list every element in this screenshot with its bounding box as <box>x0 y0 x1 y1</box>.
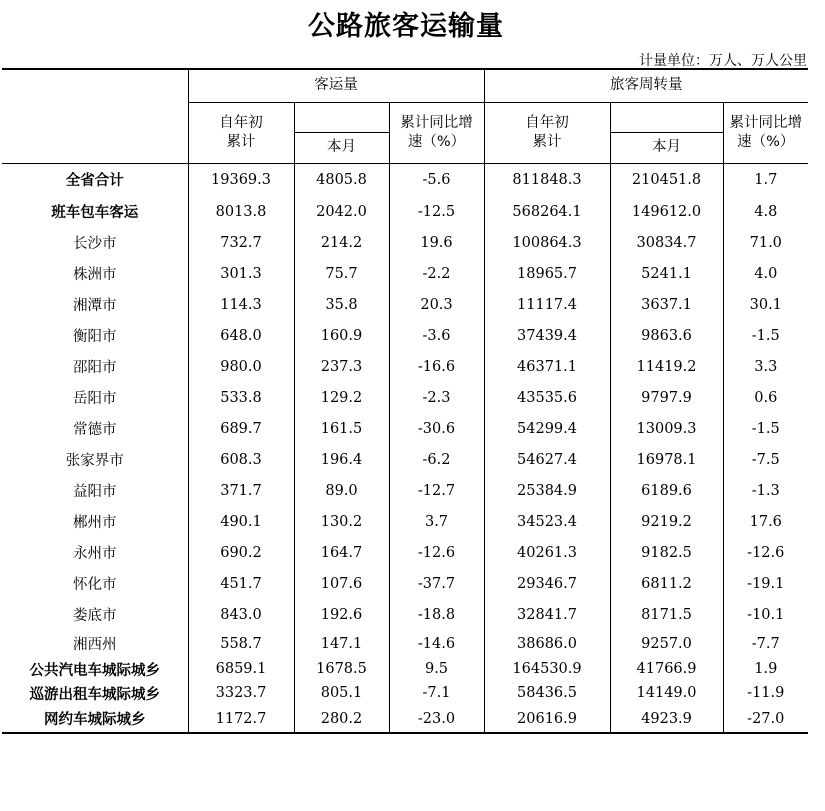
cell-yoy-turnover: 17.6 <box>723 506 808 537</box>
cell-month-volume: 107.6 <box>294 568 389 599</box>
header-month-turnover: 本月 <box>610 132 723 163</box>
cell-month-volume: 4805.8 <box>294 163 389 196</box>
row-label: 常德市 <box>73 422 117 438</box>
cell-ytd-turnover: 100864.3 <box>484 227 610 258</box>
cell-yoy-turnover: -11.9 <box>723 681 808 705</box>
table-body <box>2 163 808 733</box>
row-label: 张家界市 <box>65 453 124 469</box>
table-row <box>2 320 808 351</box>
cell-month-turnover: 8171.5 <box>610 599 723 630</box>
header-yoy-turnover: 累计同比增速（%） <box>723 102 808 163</box>
cell-month-turnover: 6189.6 <box>610 475 723 506</box>
table-row <box>2 163 808 196</box>
cell-month-turnover: 30834.7 <box>610 227 723 258</box>
table-row <box>2 506 808 537</box>
cell-month-volume: 280.2 <box>294 705 389 733</box>
cell-ytd-turnover: 34523.4 <box>484 506 610 537</box>
cell-month-volume: 160.9 <box>294 320 389 351</box>
cell-ytd-turnover: 54299.4 <box>484 413 610 444</box>
table-row <box>2 444 808 475</box>
cell-month-turnover: 9257.0 <box>610 630 723 657</box>
data-table <box>2 68 808 734</box>
header-ytd-turnover: 自年初累计 <box>484 102 610 163</box>
cell-yoy-turnover: 1.9 <box>723 657 808 681</box>
cell-yoy-volume: -23.0 <box>389 705 484 733</box>
header-blank-volume <box>294 102 389 132</box>
cell-month-volume: 214.2 <box>294 227 389 258</box>
cell-ytd-turnover: 18965.7 <box>484 258 610 289</box>
row-label: 巡游出租车城际城乡 <box>29 686 160 703</box>
cell-yoy-turnover: 0.6 <box>723 382 808 413</box>
cell-month-turnover: 41766.9 <box>610 657 723 681</box>
cell-month-volume: 164.7 <box>294 537 389 568</box>
row-label: 湘潭市 <box>73 298 117 314</box>
cell-month-volume: 196.4 <box>294 444 389 475</box>
cell-ytd-volume: 690.2 <box>188 537 294 568</box>
cell-yoy-volume: -6.2 <box>389 444 484 475</box>
cell-yoy-volume: 20.3 <box>389 289 484 320</box>
cell-month-volume: 75.7 <box>294 258 389 289</box>
cell-yoy-volume: -5.6 <box>389 163 484 196</box>
cell-ytd-volume: 558.7 <box>188 630 294 657</box>
row-label: 怀化市 <box>73 577 117 593</box>
cell-yoy-volume: -18.8 <box>389 599 484 630</box>
cell-ytd-turnover: 40261.3 <box>484 537 610 568</box>
cell-yoy-turnover: -10.1 <box>723 599 808 630</box>
cell-month-turnover: 210451.8 <box>610 163 723 196</box>
cell-month-turnover: 9797.9 <box>610 382 723 413</box>
cell-month-volume: 89.0 <box>294 475 389 506</box>
row-label: 郴州市 <box>73 515 117 531</box>
cell-month-turnover: 5241.1 <box>610 258 723 289</box>
cell-yoy-volume: -12.7 <box>389 475 484 506</box>
cell-ytd-turnover: 568264.1 <box>484 196 610 227</box>
cell-ytd-volume: 451.7 <box>188 568 294 599</box>
table-row <box>2 705 808 733</box>
table-row <box>2 657 808 681</box>
cell-yoy-volume: -30.6 <box>389 413 484 444</box>
cell-month-volume: 1678.5 <box>294 657 389 681</box>
cell-ytd-turnover: 20616.9 <box>484 705 610 733</box>
cell-ytd-turnover: 164530.9 <box>484 657 610 681</box>
header-blank-turnover <box>610 102 723 132</box>
cell-month-turnover: 11419.2 <box>610 351 723 382</box>
cell-month-turnover: 9182.5 <box>610 537 723 568</box>
cell-ytd-volume: 732.7 <box>188 227 294 258</box>
table-row <box>2 289 808 320</box>
cell-month-turnover: 6811.2 <box>610 568 723 599</box>
cell-yoy-volume: 9.5 <box>389 657 484 681</box>
table-row <box>2 382 808 413</box>
cell-ytd-volume: 533.8 <box>188 382 294 413</box>
cell-ytd-turnover: 29346.7 <box>484 568 610 599</box>
cell-ytd-volume: 843.0 <box>188 599 294 630</box>
table-row <box>2 630 808 657</box>
cell-month-turnover: 4923.9 <box>610 705 723 733</box>
cell-ytd-turnover: 46371.1 <box>484 351 610 382</box>
cell-ytd-volume: 980.0 <box>188 351 294 382</box>
header-ytd-volume: 自年初累计 <box>188 102 294 163</box>
page-title: 公路旅客运输量 <box>308 11 504 42</box>
row-label: 永州市 <box>73 546 117 562</box>
cell-ytd-volume: 490.1 <box>188 506 294 537</box>
cell-yoy-turnover: -7.5 <box>723 444 808 475</box>
cell-month-volume: 130.2 <box>294 506 389 537</box>
cell-ytd-volume: 301.3 <box>188 258 294 289</box>
cell-yoy-volume: -2.2 <box>389 258 484 289</box>
cell-month-turnover: 149612.0 <box>610 196 723 227</box>
cell-yoy-volume: -12.5 <box>389 196 484 227</box>
table-row <box>2 475 808 506</box>
cell-yoy-turnover: -1.5 <box>723 413 808 444</box>
unit-note: 计量单位：万人、万人公里 <box>639 53 807 69</box>
table-row <box>2 227 808 258</box>
cell-yoy-turnover: -1.3 <box>723 475 808 506</box>
header-yoy-volume: 累计同比增速（%） <box>389 102 484 163</box>
row-label: 班车包车客运 <box>51 205 139 221</box>
table-row <box>2 351 808 382</box>
row-label: 娄底市 <box>73 608 117 624</box>
table-row <box>2 537 808 568</box>
row-label: 湘西州 <box>73 637 117 653</box>
cell-ytd-turnover: 58436.5 <box>484 681 610 705</box>
cell-ytd-volume: 648.0 <box>188 320 294 351</box>
cell-yoy-turnover: 4.0 <box>723 258 808 289</box>
cell-ytd-volume: 608.3 <box>188 444 294 475</box>
table-row <box>2 413 808 444</box>
cell-ytd-volume: 371.7 <box>188 475 294 506</box>
table-row <box>2 258 808 289</box>
cell-ytd-turnover: 38686.0 <box>484 630 610 657</box>
cell-month-turnover: 3637.1 <box>610 289 723 320</box>
cell-ytd-volume: 8013.8 <box>188 196 294 227</box>
row-label: 益阳市 <box>73 484 117 500</box>
cell-month-turnover: 16978.1 <box>610 444 723 475</box>
cell-yoy-turnover: 3.3 <box>723 351 808 382</box>
cell-ytd-turnover: 25384.9 <box>484 475 610 506</box>
cell-month-volume: 147.1 <box>294 630 389 657</box>
header-corner <box>2 69 188 163</box>
cell-yoy-turnover: 4.8 <box>723 196 808 227</box>
header-passenger-turnover: 旅客周转量 <box>484 69 808 102</box>
cell-month-volume: 2042.0 <box>294 196 389 227</box>
cell-ytd-turnover: 43535.6 <box>484 382 610 413</box>
cell-yoy-volume: 19.6 <box>389 227 484 258</box>
table-row <box>2 196 808 227</box>
cell-yoy-volume: -7.1 <box>389 681 484 705</box>
cell-yoy-volume: -14.6 <box>389 630 484 657</box>
cell-yoy-turnover: -7.7 <box>723 630 808 657</box>
cell-yoy-volume: -12.6 <box>389 537 484 568</box>
cell-ytd-turnover: 37439.4 <box>484 320 610 351</box>
cell-yoy-volume: -16.6 <box>389 351 484 382</box>
cell-ytd-volume: 3323.7 <box>188 681 294 705</box>
cell-yoy-volume: -2.3 <box>389 382 484 413</box>
table-row <box>2 568 808 599</box>
cell-ytd-volume: 689.7 <box>188 413 294 444</box>
row-label: 长沙市 <box>73 236 117 252</box>
row-label: 网约车城际城乡 <box>44 712 146 728</box>
cell-ytd-volume: 6859.1 <box>188 657 294 681</box>
cell-month-turnover: 9219.2 <box>610 506 723 537</box>
row-label: 公共汽电车城际城乡 <box>29 662 160 679</box>
row-label: 株洲市 <box>73 267 117 283</box>
cell-yoy-turnover: 30.1 <box>723 289 808 320</box>
cell-month-volume: 35.8 <box>294 289 389 320</box>
cell-ytd-turnover: 11117.4 <box>484 289 610 320</box>
cell-yoy-volume: -37.7 <box>389 568 484 599</box>
cell-month-volume: 237.3 <box>294 351 389 382</box>
cell-month-turnover: 13009.3 <box>610 413 723 444</box>
header-passenger-volume: 客运量 <box>188 69 484 102</box>
cell-month-volume: 805.1 <box>294 681 389 705</box>
cell-ytd-volume: 114.3 <box>188 289 294 320</box>
cell-yoy-volume: 3.7 <box>389 506 484 537</box>
cell-yoy-turnover: -12.6 <box>723 537 808 568</box>
table-row <box>2 681 808 705</box>
cell-month-volume: 129.2 <box>294 382 389 413</box>
cell-yoy-turnover: -27.0 <box>723 705 808 733</box>
cell-ytd-volume: 19369.3 <box>188 163 294 196</box>
cell-month-turnover: 14149.0 <box>610 681 723 705</box>
cell-ytd-volume: 1172.7 <box>188 705 294 733</box>
cell-ytd-turnover: 54627.4 <box>484 444 610 475</box>
row-label: 全省合计 <box>65 173 124 190</box>
cell-yoy-turnover: -1.5 <box>723 320 808 351</box>
cell-ytd-turnover: 811848.3 <box>484 163 610 196</box>
cell-month-volume: 161.5 <box>294 413 389 444</box>
row-label: 岳阳市 <box>73 391 117 407</box>
cell-month-turnover: 9863.6 <box>610 320 723 351</box>
row-label: 衡阳市 <box>73 329 117 345</box>
cell-yoy-turnover: 71.0 <box>723 227 808 258</box>
cell-month-volume: 192.6 <box>294 599 389 630</box>
cell-ytd-turnover: 32841.7 <box>484 599 610 630</box>
cell-yoy-volume: -3.6 <box>389 320 484 351</box>
cell-yoy-turnover: 1.7 <box>723 163 808 196</box>
header-month-volume: 本月 <box>294 132 389 163</box>
cell-yoy-turnover: -19.1 <box>723 568 808 599</box>
table-row <box>2 599 808 630</box>
row-label: 邵阳市 <box>73 360 117 376</box>
